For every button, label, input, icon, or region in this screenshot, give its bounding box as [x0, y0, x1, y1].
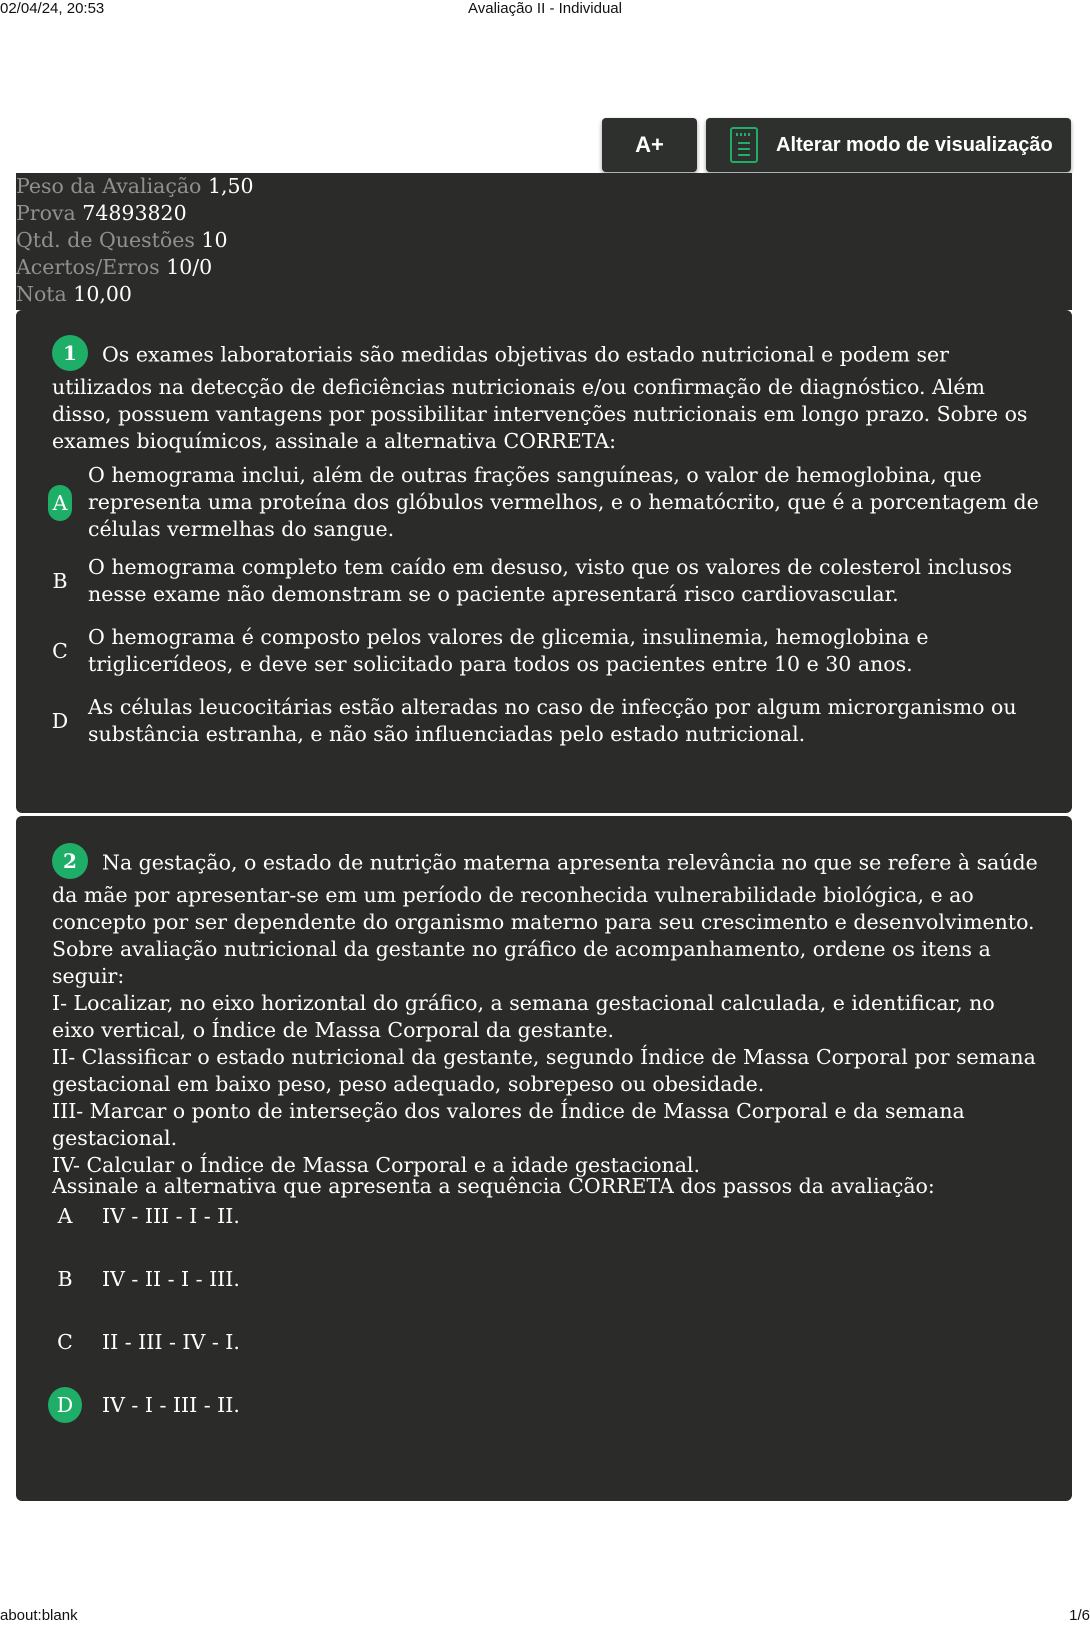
- increase-font-button[interactable]: A+: [602, 118, 697, 172]
- document-view-icon: [730, 127, 758, 163]
- summary-value: 74893820: [82, 201, 187, 225]
- alternative-c[interactable]: [48, 1324, 1048, 1360]
- alternative-letter-correct: A: [48, 485, 72, 521]
- alternative-letter: D: [51, 709, 69, 733]
- alternative-letter: C: [57, 1330, 73, 1354]
- alternative-letter: C: [52, 639, 68, 663]
- alternative-b[interactable]: [48, 554, 1048, 608]
- summary-value: 10,00: [73, 282, 132, 306]
- print-datetime: 02/04/24, 20:53: [0, 0, 105, 17]
- print-footer: [0, 1607, 1090, 1625]
- summary-label: Prova: [16, 201, 76, 225]
- question-number-badge: 2: [52, 843, 88, 879]
- change-view-mode-label: Alterar modo de visualização: [776, 133, 1053, 156]
- question-statement: [52, 338, 1042, 455]
- question-number-badge: 1: [52, 335, 88, 371]
- alternative-text: IV - I - III - II.: [102, 1392, 240, 1417]
- summary-value: 10: [201, 228, 228, 252]
- alternative-b[interactable]: [48, 1261, 1048, 1297]
- question-item: II- Classificar o estado nutricional da gestante, segundo Índice de Massa Corporal por semana gestacional em baixo peso, peso adequado, sobrepeso ou obesidade.: [52, 1045, 1036, 1096]
- summary-value: 1,50: [207, 174, 254, 198]
- alternative-a[interactable]: [48, 1198, 1048, 1234]
- alternative-text: IV - III - I - II.: [102, 1203, 240, 1228]
- alternative-a[interactable]: [48, 462, 1048, 543]
- summary-label: Nota: [16, 282, 67, 306]
- question-prompt: Assinale a alternativa que apresenta a sequência CORRETA dos passos da avaliação:: [52, 1174, 935, 1198]
- summary-value: 10/0: [166, 255, 213, 279]
- alternative-text: II - III - IV - I.: [102, 1329, 240, 1354]
- alternative-text: O hemograma é composto pelos valores de glicemia, insulinemia, hemoglobina e triglicerídeos, e deve ser solicitado para todos os pacientes entre 10 e 30 anos.: [88, 625, 929, 676]
- summary-row-exam: [16, 200, 1072, 227]
- alternative-c[interactable]: [48, 624, 1048, 678]
- summary-label: Peso da Avaliação: [16, 174, 202, 198]
- summary-row-grade: [16, 281, 1072, 308]
- summary-label: Qtd. de Questões: [16, 228, 195, 252]
- print-page-number: 1/6: [1069, 1607, 1090, 1624]
- question-items: [52, 990, 1042, 1179]
- question-statement: [52, 846, 1042, 990]
- toolbar: [602, 118, 1071, 172]
- change-view-mode-button[interactable]: [706, 118, 1071, 172]
- summary-row-weight: [16, 173, 1072, 200]
- alternative-d[interactable]: [48, 1387, 1048, 1423]
- alternative-letter: B: [57, 1267, 73, 1291]
- question-item: III- Marcar o ponto de interseção dos valores de Índice de Massa Corporal e da semana gestacional.: [52, 1099, 965, 1150]
- alternative-text: IV - II - I - III.: [102, 1266, 240, 1291]
- print-header: [0, 0, 1090, 18]
- question-card-2: [16, 816, 1072, 1501]
- alternative-letter: A: [57, 1204, 73, 1228]
- question-text: Na gestação, o estado de nutrição materna apresenta relevância no que se refere à saúde da mãe por apresentar-se em um período de reconhecida vulnerabilidade biológica, e ao concepto por ser dependente do organismo materno para seu crescimento e desenvolvimento. Sobre avaliação nutricional da gestante no gráfico de acompanhamento, ordene os itens a seguir:: [52, 850, 1038, 988]
- print-title: Avaliação II - Individual: [468, 0, 622, 17]
- summary-label: Acertos/Erros: [16, 255, 160, 279]
- assessment-summary: [16, 173, 1072, 310]
- alternative-d[interactable]: [48, 694, 1048, 748]
- question-text: Os exames laboratoriais são medidas objetivas do estado nutricional e podem ser utilizados na detecção de deficiências nutricionais e/ou confirmação de diagnóstico. Além disso, possuem vantagens por possibilitar intervenções nutricionais em longo prazo. Sobre os exames bioquímicos, assinale a alternativa CORRETA:: [52, 342, 1028, 453]
- question-card-1: [16, 310, 1072, 813]
- summary-row-question-count: [16, 227, 1072, 254]
- alternative-letter: B: [52, 569, 68, 593]
- alternative-text: As células leucocitárias estão alteradas no caso de infecção por algum microrganismo ou substância estranha, e não são influenciadas pelo estado nutricional.: [88, 695, 1017, 746]
- summary-row-hits-misses: [16, 254, 1072, 281]
- print-url: about:blank: [0, 1607, 78, 1624]
- question-item: IV- Calcular o Índice de Massa Corporal e a idade gestacional.: [52, 1153, 700, 1177]
- alternative-letter-correct: D: [48, 1387, 82, 1423]
- alternative-text: O hemograma inclui, além de outras frações sanguíneas, o valor de hemoglobina, que representa uma proteína dos glóbulos vermelhos, e o hematócrito, que é a porcentagem de células vermelhas do sangue.: [88, 463, 1039, 541]
- alternative-text: O hemograma completo tem caído em desuso, visto que os valores de colesterol inclusos nesse exame não demonstram se o paciente apresentará risco cardiovascular.: [88, 555, 1013, 606]
- question-item: I- Localizar, no eixo horizontal do gráfico, a semana gestacional calculada, e identificar, no eixo vertical, o Índice de Massa Corporal da gestante.: [52, 991, 995, 1042]
